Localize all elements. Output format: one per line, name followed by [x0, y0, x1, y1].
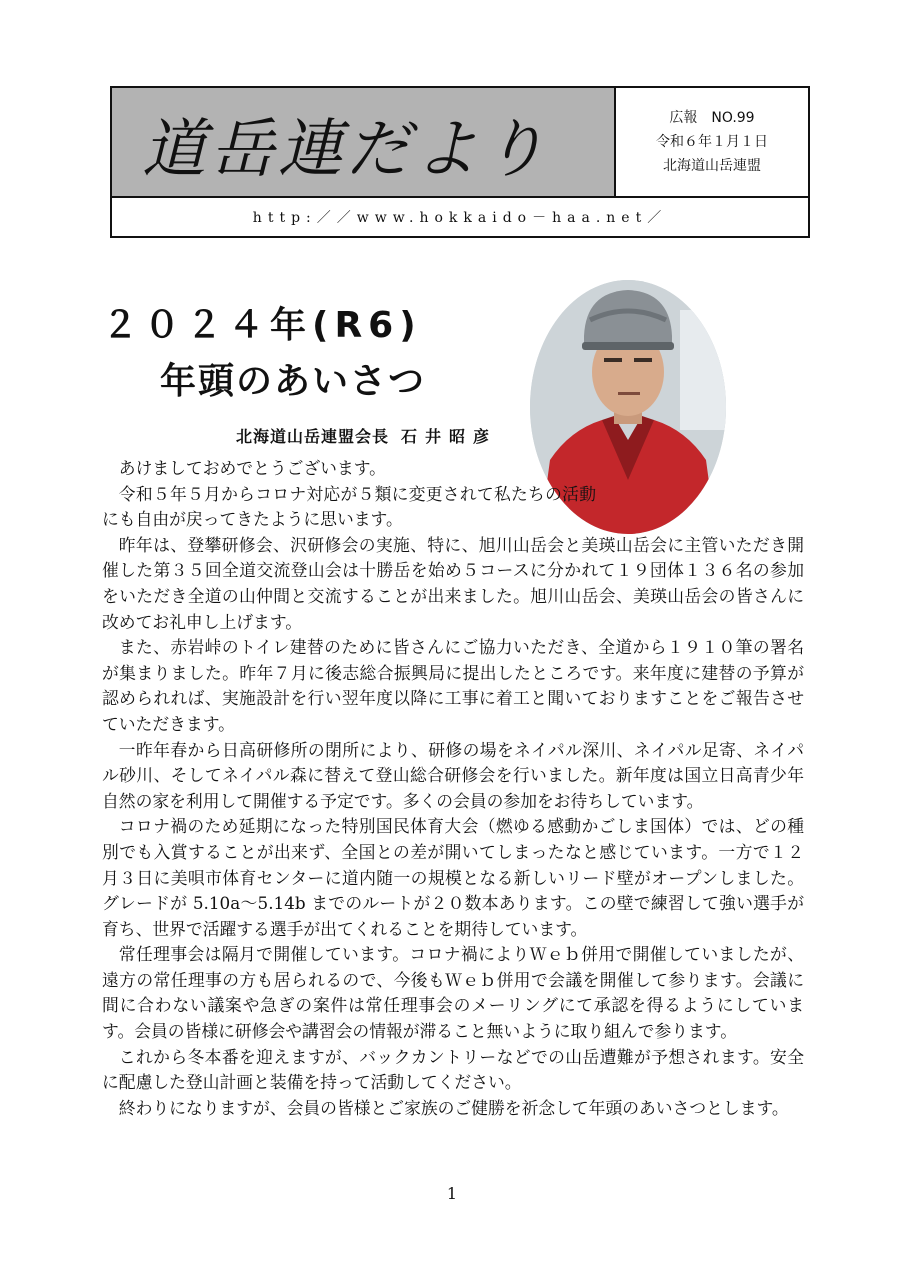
paragraph: あけましておめでとうございます。 [118, 458, 386, 478]
article-body [102, 456, 804, 1121]
newsletter-title: 道岳連だより [142, 113, 550, 187]
paragraph: コロナ禍のため延期になった特別国民体育大会（燃ゆる感動かごしま国体）では、どの種別でも入賞することが出来ず、全国との差が開いてしまったなと感じています。一方で１２月３日に美唄市体育センターに道内随一の規模となる新しいリード壁がオープンしました。グレードが 5.10a～5.14b までのルートが２０数本あります。この壁で練習して強い選手が育ち、世界で活躍する選手が出てくれることを期待しています。 [102, 816, 804, 939]
paragraph: また、赤岩峠のトイレ建替のために皆さんにご協力いただき、全道から１９１０筆の署名が集まりました。昨年７月に後志総合振興局に提出したところです。来年度に建替の予算が認められれば、実施設計を行い翌年度以降に工事に着工と聞いておりますことをご報告させていただきます。 [102, 637, 804, 734]
paragraph: 昨年は、登攀研修会、沢研修会の実施、特に、旭川山岳会と美瑛山岳会に主管いただき開催した第３５回全道交流登山会は十勝岳を始め５コースに分かれて１９団体１３６名の参加をいただき全道の山仲間と交流することが出来ました。旭川山岳会、美瑛山岳会の皆さんに改めてお礼申し上げます。 [102, 534, 804, 632]
photo-wrap-space [596, 456, 804, 518]
paragraph: 常任理事会は隔月で開催しています。コロナ禍によりＷｅｂ併用で開催していましたが、遠方の常任理事の方も居られるので、今後もＷｅｂ併用で会議を開催して参ります。会議に間に合わない議案や急ぎの案件は常任理事会のメーリングにて承認を得るようにしています。会員の皆様に研修会や講習会の情報が滞ること無いように取り組んで参ります。 [102, 944, 804, 1042]
author-byline [236, 424, 497, 447]
headline [102, 298, 426, 410]
page-number: 1 [446, 1184, 458, 1203]
headline-year: ２０２４年(R6) [102, 305, 422, 346]
masthead-title-box [112, 88, 616, 198]
masthead [110, 86, 810, 238]
paragraph: 一昨年春から日高研修所の閉所により、研修の場をネイパル深川、ネイパル足寄、ネイパル砂川、そしてネイパル森に替えて登山総合研修会を行いました。新年度は国立日高青少年自然の家を利用して開催する予定です。多くの会員の参加をお待ちしています。 [102, 739, 804, 811]
paragraph: 令和５年５月からコロナ対応が５類に変更されて私たちの活動にも自由が戻ってきたように思います。 [102, 483, 596, 530]
issue-info [616, 88, 808, 198]
issue-date: 令和６年１月１日 [656, 134, 768, 150]
paragraph: 終わりになりますが、会員の皆様とご家族のご健勝を祈念して年頭のあいさつとします。 [118, 1097, 789, 1118]
author-title: 北海道山岳連盟会長 [236, 427, 390, 446]
author-name: 石井昭彦 [401, 427, 498, 446]
paragraph: これから冬本番を迎えますが、バックカントリーなどでの山岳遭難が予想されます。安全に配慮した登山計画と装備を持って活動してください。 [102, 1046, 804, 1093]
publisher-name: 北海道山岳連盟 [663, 158, 761, 174]
headline-title: 年頭のあいさつ [160, 361, 427, 402]
website-url[interactable]: http:／／www.hokkaido－haa.net／ [252, 210, 668, 226]
issue-number: 広報 NO.99 [669, 110, 755, 126]
